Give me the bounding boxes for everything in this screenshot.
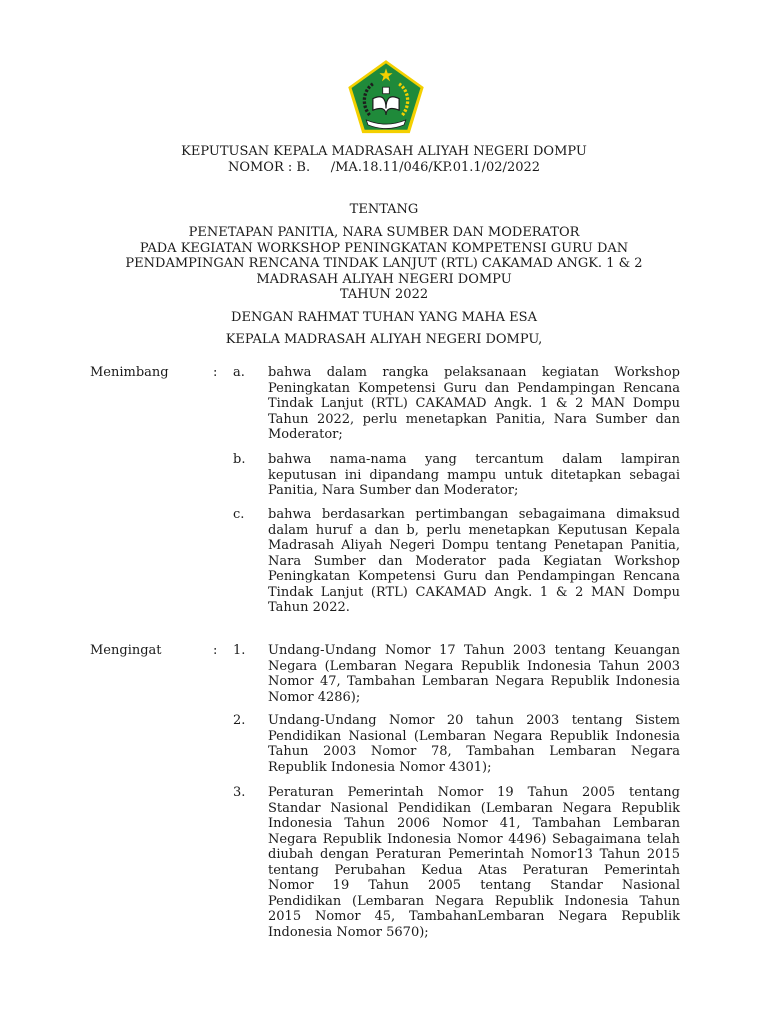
text-line: Pendidikan Nasional (Lembaran Negara Republik Indonesia: [268, 728, 680, 744]
menimbang-label: Menimbang: [90, 365, 169, 380]
text-line: Peraturan Pemerintah Nomor 19 Tahun 2005 tentang: [268, 785, 680, 800]
text-line: Negara Republik Indonesia Nomor 4496) Sebagaimana telah: [268, 831, 680, 847]
text-line: Nara Sumber dan Moderator pada Kegiatan Workshop: [268, 553, 680, 569]
menimbang-colon: :: [213, 365, 218, 380]
text-line: Indonesia Tahun 2006 Nomor 41, Tambahan Lembaran: [268, 816, 680, 831]
text-line: dalam huruf a dan b, perlu menetapkan Keputusan Kepala: [268, 522, 680, 538]
text-line: Peningkatan Kompetensi Guru dan Pendampingan Rencana: [268, 569, 680, 584]
text-line: Moderator;: [268, 427, 343, 442]
menimbang-marker-a: a.: [233, 365, 245, 380]
menimbang-marker-b: b.: [233, 452, 246, 467]
mengingat-item-3: [268, 785, 680, 940]
text-line: bahwa dalam rangka pelaksanaan kegiatan Workshop: [268, 365, 680, 380]
text-line: Indonesia Nomor 5670);: [268, 924, 429, 940]
text-line: bahwa berdasarkan pertimbangan sebagaimana dimaksud: [268, 507, 680, 522]
text-line: Tindak Lanjut (RTL) CAKAMAD Angk. 1 & 2 MAN Dompu: [268, 584, 680, 600]
text-line: Standar Nasional Pendidikan (Lembaran Negara Republik: [268, 800, 680, 816]
preamble-line: KEPALA MADRASAH ALIYAH NEGERI DOMPU,: [225, 332, 543, 347]
mengingat-marker-3: 3.: [233, 785, 246, 800]
menimbang-item-b: [268, 452, 680, 499]
menimbang-item-c: [268, 507, 680, 616]
mengingat-colon: :: [213, 643, 218, 658]
document-title: KEPUTUSAN KEPALA MADRASAH ALIYAH NEGERI DOMPU: [181, 144, 587, 159]
text-line: Undang-Undang Nomor 20 tahun 2003 tentang Sistem: [268, 713, 680, 728]
menimbang-marker-c: c.: [233, 507, 245, 522]
text-line: keputusan ini dipandang mampu untuk ditetapkan sebagai: [268, 467, 680, 483]
text-line: Tahun 2022.: [268, 600, 350, 615]
text-line: Nomor 19 Tahun 2005 tentang Standar Nasional: [268, 878, 680, 893]
text-line: Negara (Lembaran Negara Republik Indonesia Tahun 2003: [268, 658, 680, 674]
text-line: Nomor 4286);: [268, 689, 361, 705]
subject-line: MADRASAH ALIYAH NEGERI DOMPU: [256, 271, 512, 287]
mengingat-item-2: [268, 713, 680, 775]
text-line: Panitia, Nara Sumber dan Moderator;: [268, 483, 519, 498]
text-line: diubah dengan Peraturan Pemerintah Nomor13 Tahun 2015: [268, 847, 680, 862]
text-line: Republik Indonesia Nomor 4301);: [268, 759, 492, 775]
mengingat-label: Mengingat: [90, 643, 162, 658]
text-line: Tahun 2022, perlu menetapkan Panitia, Nara Sumber dan: [268, 411, 680, 427]
subject-line: PENETAPAN PANITIA, NARA SUMBER DAN MODERATOR: [188, 225, 580, 240]
text-line: bahwa nama-nama yang tercantum dalam lampiran: [268, 452, 680, 467]
tentang-heading: TENTANG: [349, 202, 419, 217]
subject-line: TAHUN 2022: [339, 287, 429, 302]
text-line: Undang-Undang Nomor 17 Tahun 2003 tentang Keuangan: [268, 643, 680, 658]
document-header: [0, 144, 768, 175]
subject-line: PADA KEGIATAN WORKSHOP PENINGKATAN KOMPETENSI GURU DAN: [139, 240, 629, 256]
mengingat-marker-1: 1.: [233, 643, 246, 658]
subject-heading: [0, 225, 768, 303]
text-line: Tindak Lanjut (RTL) CAKAMAD Angk. 1 & 2 MAN Dompu: [268, 396, 680, 411]
mengingat-marker-2: 2.: [233, 713, 246, 728]
text-line: Peningkatan Kompetensi Guru dan Pendampingan Rencana: [268, 380, 680, 396]
text-line: Pendidikan (Lembaran Negara Republik Indonesia Tahun: [268, 893, 680, 909]
subject-line: PENDAMPINGAN RENCANA TINDAK LANJUT (RTL) CAKAMAD ANGK. 1 & 2: [125, 256, 643, 271]
text-line: Madrasah Aliyah Negeri Dompu tentang Penetapan Panitia,: [268, 538, 680, 553]
preamble-line: DENGAN RAHMAT TUHAN YANG MAHA ESA: [231, 310, 537, 325]
preamble: [0, 308, 768, 349]
text-line: Tahun 2003 Nomor 78, Tambahan Lembaran Negara: [268, 744, 680, 759]
text-line: tentang Perubahan Kedua Atas Peraturan Pemerintah: [268, 862, 680, 878]
document-number: NOMOR : B. /MA.18.11/046/KP.01.1/02/2022: [227, 159, 541, 175]
kemenag-emblem-icon: [345, 57, 427, 137]
mengingat-item-1: [268, 643, 680, 705]
text-line: 2015 Nomor 45, TambahanLembaran Negara Republik: [268, 909, 680, 924]
text-line: Nomor 47, Tambahan Lembaran Negara Republik Indonesia: [268, 674, 680, 689]
menimbang-item-a: [268, 365, 680, 443]
